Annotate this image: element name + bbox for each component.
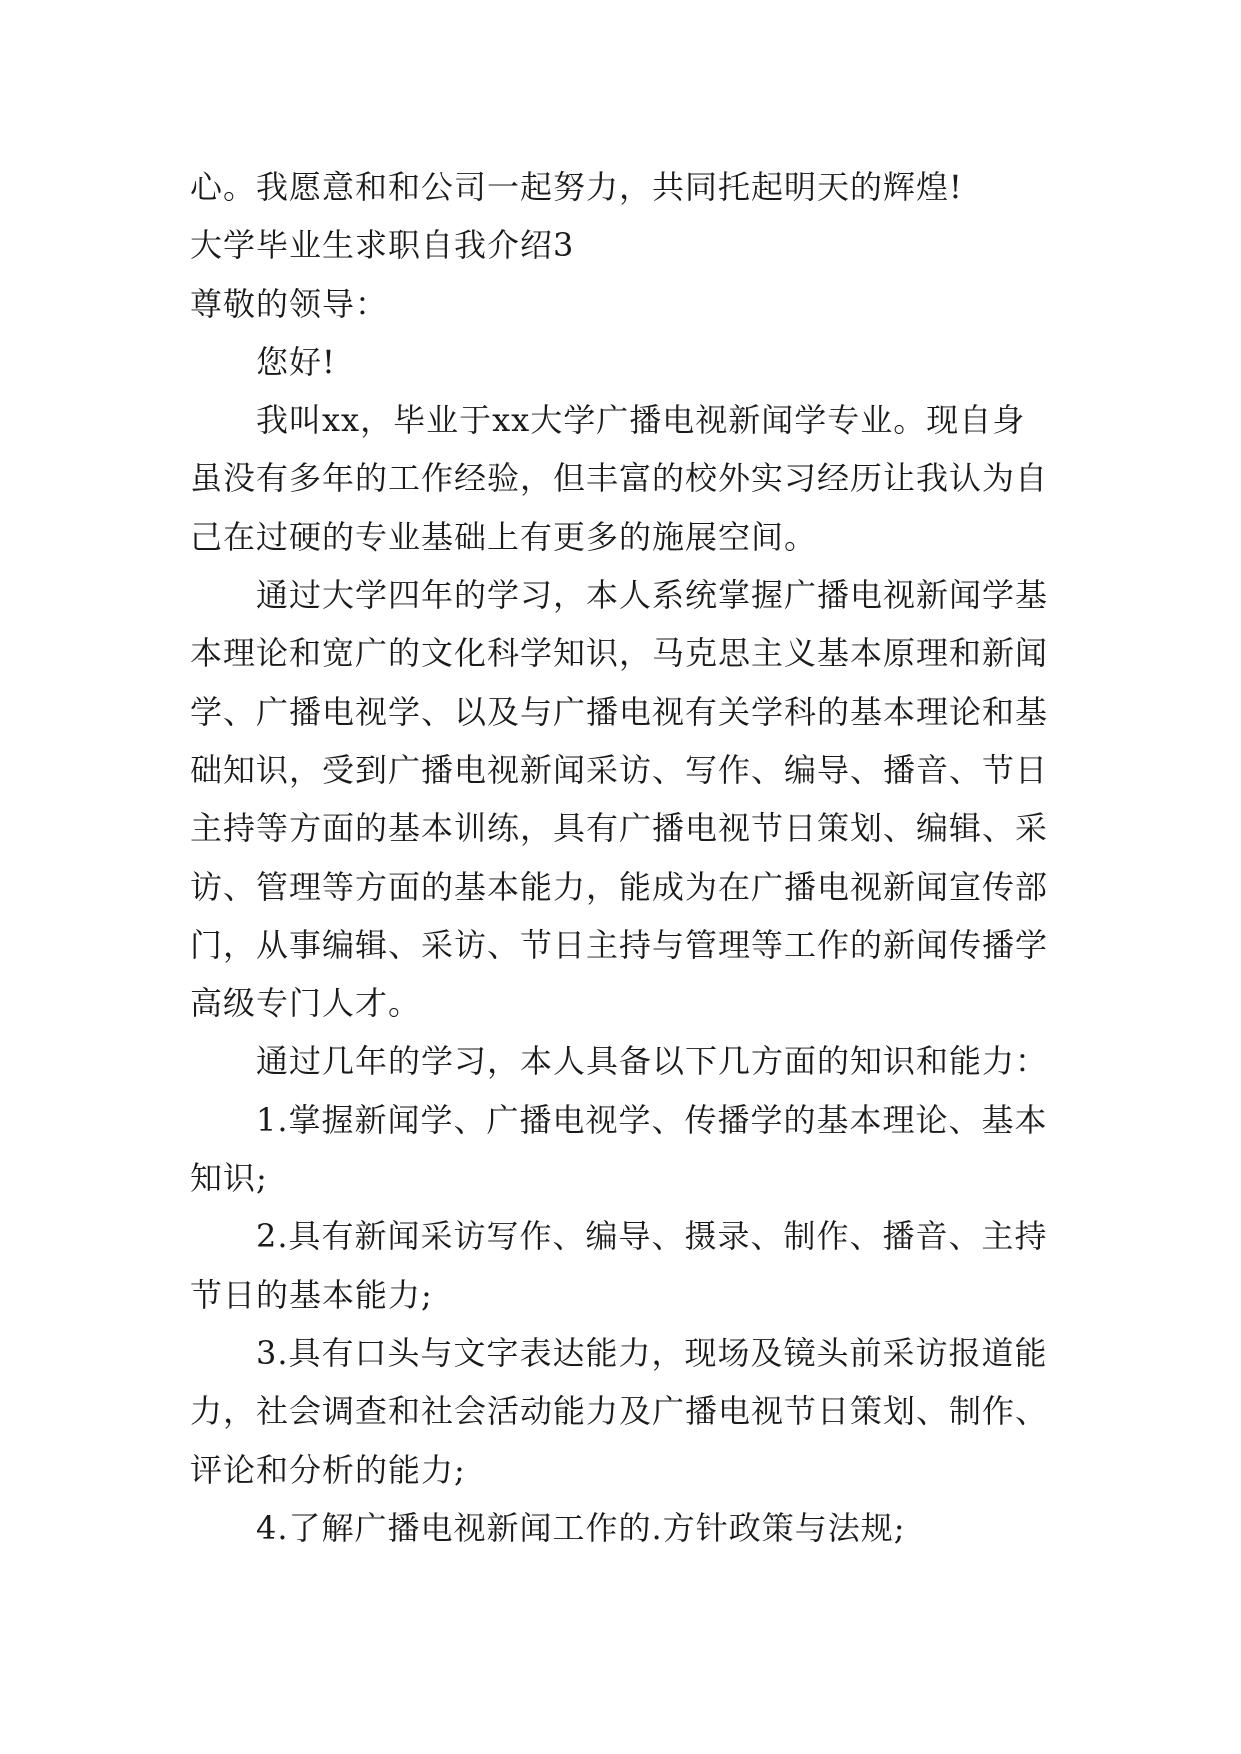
text-line: 高级专门人才。 (190, 984, 422, 1023)
text-line: 我叫xx，毕业于xx大学广播电视新闻学专业。现自身 (256, 401, 1026, 440)
text-line: 评论和分析的能力; (190, 1450, 466, 1489)
text-line: 大学毕业生求职自我介绍3 (190, 226, 575, 265)
text-line: 力，社会调查和社会活动能力及广播电视节日策划、制作、 (190, 1392, 1049, 1431)
text-line: 主持等方面的基本训练，具有广播电视节日策划、编辑、采 (190, 809, 1049, 848)
text-line: 础知识，受到广播电视新闻采访、写作、编导、播音、节日 (190, 750, 1049, 789)
text-line: 通过大学四年的学习，本人系统掌握广播电视新闻学基 (256, 576, 1049, 615)
text-line: 学、广播电视学、以及与广播电视有关学科的基本理论和基 (190, 692, 1049, 731)
text-line: 己在过硬的专业基础上有更多的施展空间。 (190, 517, 818, 556)
text-line: 2.具有新闻采访写作、编导、摄录、制作、播音、主持 (256, 1217, 1048, 1256)
text-line: 门，从事编辑、采访、节日主持与管理等工作的新闻传播学 (190, 925, 1049, 964)
text-line: 1.掌握新闻学、广播电视学、传播学的基本理论、基本 (256, 1100, 1048, 1139)
text-line: 4.了解广播电视新闻工作的.方针政策与法规; (256, 1508, 906, 1547)
text-line: 通过几年的学习，本人具备以下几方面的知识和能力： (256, 1042, 1049, 1081)
text-line: 尊敬的领导： (190, 284, 389, 323)
text-line: 您好! (256, 342, 336, 381)
document-body (190, 158, 1060, 1557)
text-line: 访、管理等方面的基本能力，能成为在广播电视新闻宣传部 (190, 867, 1049, 906)
text-line: 节日的基本能力; (190, 1275, 433, 1314)
text-line: 3.具有口头与文字表达能力，现场及镜头前采访报道能 (256, 1333, 1048, 1372)
text-line: 本理论和宽广的文化科学知识，马克思主义基本原理和新闻 (190, 634, 1049, 673)
text-line: 虽没有多年的工作经验，但丰富的校外实习经历让我认为自 (190, 459, 1049, 498)
text-line: 心。我愿意和和公司一起努力，共同托起明天的辉煌! (190, 168, 963, 206)
text-line: 知识; (190, 1159, 268, 1198)
